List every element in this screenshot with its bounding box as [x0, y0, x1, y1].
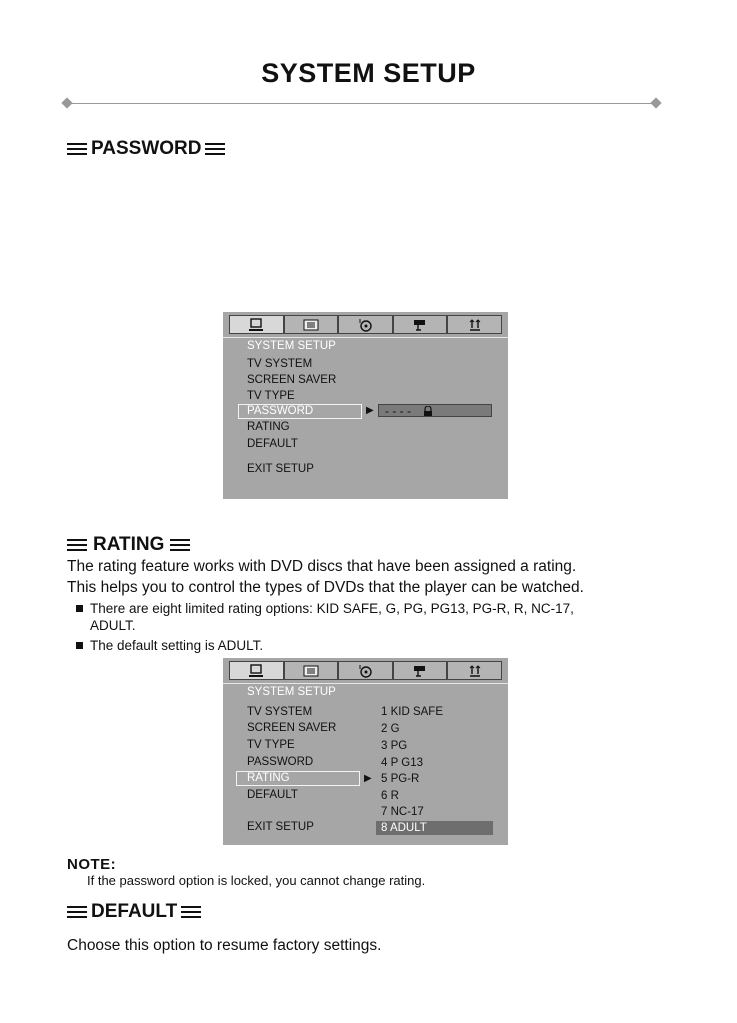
title-divider [70, 103, 656, 104]
divider-left-diamond [61, 97, 72, 108]
tab-preference[interactable] [447, 661, 502, 680]
osd-tab-bar [229, 661, 502, 680]
page-title: SYSTEM SETUP [261, 58, 476, 88]
osd-title: SYSTEM SETUP [247, 340, 336, 352]
menu-item-default[interactable]: DEFAULT [247, 438, 298, 450]
heading-bars-icon [205, 143, 225, 155]
rating-option[interactable]: 2 G [381, 723, 400, 735]
osd-title: SYSTEM SETUP [247, 686, 336, 698]
menu-item-rating[interactable]: RATING [247, 421, 290, 433]
menu-item-screen-saver[interactable]: SCREEN SAVER [247, 722, 337, 734]
password-section-heading [67, 138, 225, 160]
language-icon [303, 664, 319, 678]
divider-right-diamond [650, 97, 661, 108]
tab-audio[interactable] [338, 315, 393, 334]
bullet-square-icon [76, 642, 83, 649]
osd-rating-menu [223, 658, 508, 845]
tab-general[interactable] [229, 661, 284, 680]
bullet-text: The default setting is ADULT. [90, 638, 264, 653]
password-entry-field[interactable] [378, 404, 492, 417]
lock-icon [422, 406, 434, 416]
menu-item-rating[interactable]: RATING [247, 772, 290, 784]
rating-option[interactable]: 3 PG [381, 740, 408, 752]
note-title: NOTE: [67, 856, 117, 873]
rating-option[interactable]: 6 R [381, 790, 399, 802]
menu-item-exit-setup[interactable]: EXIT SETUP [247, 463, 314, 475]
tab-language[interactable] [284, 315, 339, 334]
submenu-arrow-icon: ▶ [366, 405, 374, 416]
rating-heading-text: RATING [93, 534, 165, 555]
menu-item-tv-type[interactable]: TV TYPE [247, 739, 295, 751]
bullet-text-line-1: There are eight limited rating options: KID SAFE, G, PG, PG13, PG-R, R, NC-17, [90, 601, 574, 616]
heading-bars-icon [181, 906, 201, 918]
disc-audio-icon [357, 664, 373, 678]
tab-video[interactable] [393, 315, 448, 334]
tab-video[interactable] [393, 661, 448, 680]
menu-item-default[interactable]: DEFAULT [247, 789, 298, 801]
menu-item-password[interactable]: PASSWORD [247, 405, 314, 417]
rating-section-heading [67, 534, 190, 556]
menu-item-screen-saver[interactable]: SCREEN SAVER [247, 374, 337, 386]
heading-bars-icon [67, 143, 87, 155]
menu-item-tv-system[interactable]: TV SYSTEM [247, 358, 313, 370]
osd-divider [223, 683, 508, 684]
submenu-arrow-icon: ▶ [364, 773, 372, 784]
tab-language[interactable] [284, 661, 339, 680]
disc-audio-icon [357, 318, 373, 332]
monitor-icon [248, 318, 264, 332]
default-heading-text: DEFAULT [91, 901, 178, 922]
monitor-icon [248, 664, 264, 678]
preference-icon [467, 664, 483, 678]
bullet-text-line-2: ADULT. [90, 618, 136, 633]
osd-password-menu [223, 312, 508, 499]
default-section-heading [67, 901, 201, 923]
osd-tab-bar [229, 315, 502, 334]
heading-bars-icon [67, 539, 87, 551]
tab-audio[interactable] [338, 661, 393, 680]
password-dashes: - - - - [385, 404, 411, 418]
rating-option[interactable]: 1 KID SAFE [381, 706, 443, 718]
rating-description-line-1: The rating feature works with DVD discs that have been assigned a rating. [67, 558, 577, 575]
rating-description-line-2: This helps you to control the types of DVDs that the player can be watched. [67, 579, 584, 596]
video-icon [412, 664, 428, 678]
rating-option[interactable]: 7 NC-17 [381, 806, 424, 818]
menu-item-password[interactable]: PASSWORD [247, 756, 314, 768]
menu-item-exit-setup[interactable]: EXIT SETUP [247, 821, 314, 833]
rating-option[interactable]: 5 PG-R [381, 773, 420, 785]
language-icon [303, 318, 319, 332]
rating-bullet-options [76, 600, 574, 634]
rating-bullet-default [76, 637, 263, 654]
bullet-square-icon [76, 605, 83, 612]
osd-divider [223, 337, 508, 338]
default-description: Choose this option to resume factory settings. [67, 937, 382, 954]
rating-option[interactable]: 4 P G13 [381, 757, 423, 769]
bullet-text [90, 600, 574, 634]
menu-item-tv-type[interactable]: TV TYPE [247, 390, 295, 402]
heading-bars-icon [67, 906, 87, 918]
password-heading-text: PASSWORD [91, 138, 202, 159]
tab-preference[interactable] [447, 315, 502, 334]
video-icon [412, 318, 428, 332]
heading-bars-icon [170, 539, 190, 551]
tab-general[interactable] [229, 315, 284, 334]
rating-option-selected[interactable]: 8 ADULT [376, 821, 493, 835]
note-text: If the password option is locked, you cannot change rating. [87, 873, 426, 888]
preference-icon [467, 318, 483, 332]
menu-item-tv-system[interactable]: TV SYSTEM [247, 706, 313, 718]
